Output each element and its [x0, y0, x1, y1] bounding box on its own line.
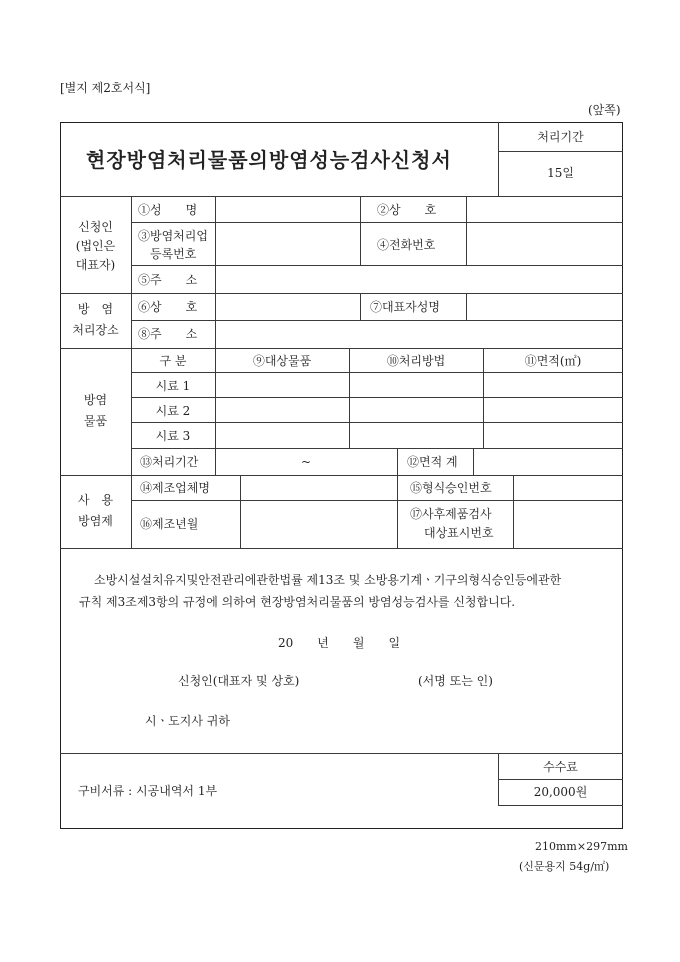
place-address-label: ⑧주 소	[138, 327, 198, 341]
signature-note: (서명 또는 인)	[418, 674, 493, 688]
signer-label: 신청인(대표자 및 상호)	[178, 674, 300, 688]
processing-period-label: 처리기간	[537, 130, 584, 144]
recipient-label: 시ㆍ도지사 귀하	[145, 714, 230, 728]
post-inspection-label: ⑰사후제품검사	[410, 507, 492, 521]
phone-number-label: ④전화번호	[377, 238, 436, 252]
registration-number-label-2: 등록번호	[150, 247, 197, 261]
applicant-group-note: (법인은	[75, 239, 116, 253]
column-header-category: 구 분	[159, 354, 187, 368]
required-documents: 구비서류 : 시공내역서 1부	[78, 784, 218, 798]
period-separator: ~	[300, 455, 312, 469]
area-total-label: ⑫면적 계	[407, 455, 458, 469]
sample-row-label: 시료 1	[155, 379, 191, 393]
form-title: 현장방염처리물품의방염성능검사신청서	[86, 148, 452, 172]
applicant-trade-label: ②상 호	[377, 203, 437, 217]
agent-group-label: 사 용	[77, 493, 114, 507]
agent-group-label-2: 방염제	[78, 514, 113, 528]
representative-name-label: ⑦대표자성명	[370, 300, 440, 314]
type-approval-label: ⑮형식승인번호	[410, 481, 492, 495]
processing-period-value: 15일	[547, 166, 574, 180]
column-header-area: ⑪면적(㎡)	[524, 354, 582, 368]
column-header-target-item: ⑨대상물품	[252, 354, 312, 368]
page-side-label: (앞쪽)	[588, 103, 621, 117]
fee-value: 20,000원	[533, 785, 588, 799]
form-number-label: [별지 제2호서식]	[60, 81, 151, 95]
column-header-method: ⑩처리방법	[386, 354, 446, 368]
paper-size: 210mm×297mm	[535, 840, 628, 853]
statement-line-2: 규칙 제3조제3항의 규정에 의하여 현장방염처리물품의 방염성능검사를 신청합니다.	[79, 595, 516, 609]
items-group-label-2: 물품	[83, 414, 108, 428]
sample-row-label: 시료 3	[155, 429, 191, 443]
manufacturer-label: ⑭제조업체명	[140, 481, 210, 495]
manufacture-date-label: ⑯제조년월	[140, 517, 199, 531]
place-trade-label: ⑥상 호	[138, 300, 198, 314]
applicant-address-label: ⑤주 소	[138, 273, 198, 287]
items-group-label: 방염	[83, 393, 108, 407]
application-date: 20 년 월 일	[278, 636, 401, 650]
place-group-label: 방 염	[77, 302, 114, 316]
registration-number-label: ③방염처리업	[138, 229, 208, 243]
post-inspection-label-2: 대상표시번호	[424, 526, 494, 540]
sample-row-label: 시료 2	[155, 404, 191, 418]
applicant-group-label: 신청인	[78, 220, 113, 234]
paper-type: (신문용지 54g/㎡)	[519, 860, 610, 873]
fee-label: 수수료	[543, 760, 578, 774]
applicant-name-label: ①성 명	[138, 203, 198, 217]
treatment-period-label: ⑬처리기간	[140, 455, 199, 469]
applicant-group-note-2: 대표자)	[75, 258, 116, 272]
statement-line-1: 소방시설설치유지및안전관리에관한법률 제13조 및 소방용기계ㆍ기구의형식승인등에관한	[94, 573, 562, 587]
place-group-label-2: 처리장소	[72, 323, 119, 337]
